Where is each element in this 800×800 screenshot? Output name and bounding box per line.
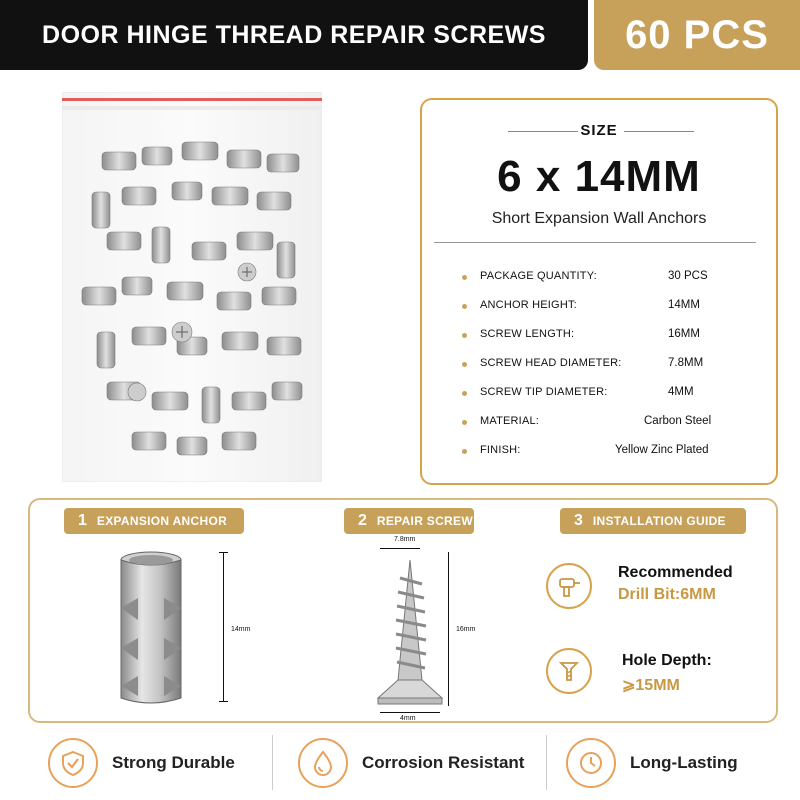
divider <box>624 131 694 132</box>
feature-label: Strong Durable <box>112 752 235 772</box>
shield-check-icon <box>48 738 98 788</box>
bullet-icon <box>462 391 467 396</box>
spec-value: 30 PCS <box>668 270 708 282</box>
spec-list <box>462 270 762 473</box>
product-bag-image <box>62 92 322 482</box>
bullet-icon <box>462 333 467 338</box>
divider <box>272 735 273 790</box>
anchor-illustration <box>106 548 196 708</box>
feature-corrosion-resistant <box>298 735 524 790</box>
tag-number: 1 <box>78 512 87 529</box>
spec-row <box>462 415 762 444</box>
clock-icon <box>566 738 616 788</box>
screw-tip-label: 4mm <box>400 715 416 722</box>
spec-value: 14MM <box>668 299 700 311</box>
droplet-icon <box>298 738 348 788</box>
spec-key: ANCHOR HEIGHT: <box>480 299 577 311</box>
screw-head-label: 7.8mm <box>394 536 416 543</box>
spec-value: 16MM <box>668 328 700 340</box>
size-subtitle: Short Expansion Wall Anchors <box>491 210 707 227</box>
spec-value: Carbon Steel <box>644 415 712 427</box>
guide-drill-title: Recommended <box>618 564 733 581</box>
screw-illustration <box>370 560 450 710</box>
page-title: DOOR HINGE THREAD REPAIR SCREWS <box>42 20 546 49</box>
feature-label: Long-Lasting <box>630 752 738 772</box>
tag-number: 3 <box>574 512 583 529</box>
info-card <box>28 498 778 723</box>
guide-depth-value: ⩾15MM <box>622 677 680 694</box>
divider <box>546 735 547 790</box>
hole-depth-icon <box>546 648 592 694</box>
bullet-icon <box>462 275 467 280</box>
spec-value: 7.8MM <box>668 357 704 369</box>
spec-key: PACKAGE QUANTITY: <box>480 270 597 282</box>
spec-value: Yellow Zinc Plated <box>615 444 709 456</box>
spec-row <box>462 444 762 473</box>
bullet-icon <box>462 420 467 425</box>
dimension-line <box>223 552 224 702</box>
feature-label: Corrosion Resistant <box>362 752 525 772</box>
screw-length-label: 16mm <box>456 626 476 633</box>
dimension-tick <box>219 552 228 553</box>
bullet-icon <box>462 362 467 367</box>
anchor-height-label: 14mm <box>231 626 251 633</box>
bullet-icon <box>462 304 467 309</box>
spec-row <box>462 357 762 386</box>
drill-icon <box>546 563 592 609</box>
guide-depth-title: Hole Depth: <box>622 652 712 669</box>
feature-strong-durable <box>48 735 235 790</box>
tag-expansion-anchor <box>64 508 244 534</box>
divider <box>434 242 756 243</box>
spec-row <box>462 299 762 328</box>
feature-long-lasting <box>566 735 738 790</box>
spec-value: 4MM <box>668 386 694 398</box>
dimension-line <box>380 712 440 713</box>
dimension-line <box>448 552 449 706</box>
tag-label: REPAIR SCREW <box>376 514 473 528</box>
spec-key: SCREW LENGTH: <box>480 328 575 340</box>
spec-card <box>420 98 778 485</box>
spec-row <box>462 270 762 299</box>
tag-repair-screw <box>344 508 474 534</box>
spec-key: SCREW TIP DIAMETER: <box>480 386 608 398</box>
size-label: SIZE <box>580 122 618 139</box>
title-banner <box>0 0 588 70</box>
count-badge <box>594 0 800 70</box>
spec-row <box>462 328 762 357</box>
guide-drill-value: Drill Bit:6MM <box>618 586 716 603</box>
spec-row <box>462 386 762 415</box>
size-value: 6 x 14MM <box>497 152 701 201</box>
count-label: 60 PCS <box>625 12 769 57</box>
dimension-line <box>380 548 420 549</box>
dimension-tick <box>219 701 228 702</box>
tag-label: INSTALLATION GUIDE <box>592 514 726 528</box>
bullet-icon <box>462 449 467 454</box>
tag-installation-guide <box>560 508 746 534</box>
spec-key: MATERIAL: <box>480 415 540 427</box>
spec-key: SCREW HEAD DIAMETER: <box>480 357 622 369</box>
tag-label: EXPANSION ANCHOR <box>96 514 228 528</box>
tag-number: 2 <box>358 512 367 529</box>
spec-key: FINISH: <box>480 444 521 456</box>
